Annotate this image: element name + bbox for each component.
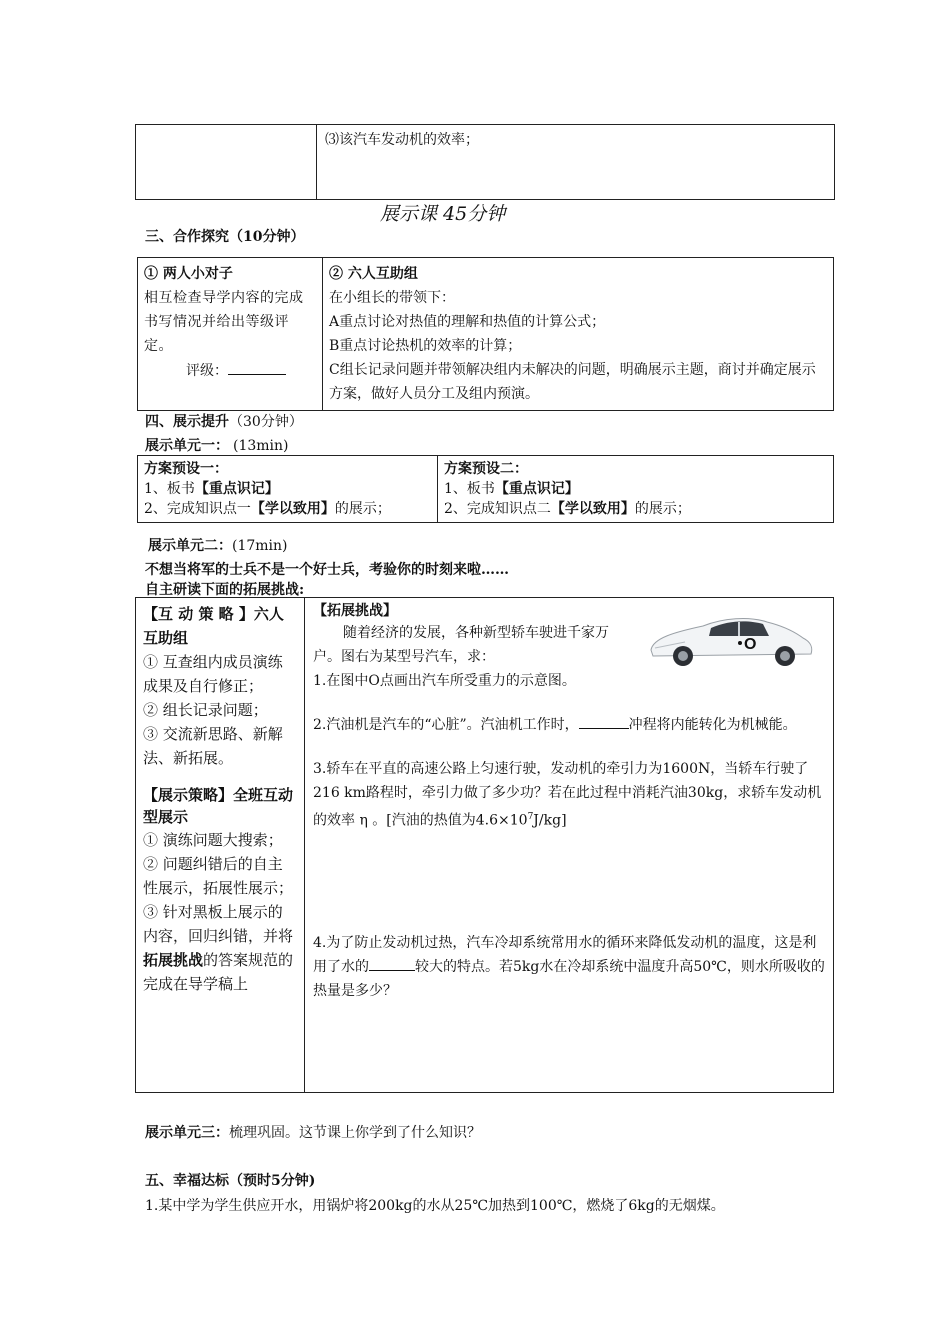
unit3-row [145, 1122, 481, 1142]
section4-heading-bold: 四、展示提升 [145, 414, 229, 430]
rating-blank[interactable] [228, 358, 286, 375]
unit2-time: (17min) [232, 538, 288, 554]
group-line-1: A重点讨论对热值的理解和热值的计算公式； [329, 314, 606, 330]
interact-item-0: ① 互查组内成员演练成果及自行修正； [143, 653, 283, 695]
unit1-time: (13min) [233, 438, 289, 454]
show-title: 【展示策略】全班互动型展示 [143, 786, 294, 826]
unit2-heading [148, 535, 288, 555]
show-item-2: ③ 针对黑板上展示的内容，回归纠错，并将拓展挑战的答案规范的完成在导学稿上 [143, 903, 294, 993]
car-illustration [645, 612, 815, 668]
plan2-line1: 1、板书【重点识记】 [444, 481, 579, 497]
pair-title: ① 两人小对子 [144, 266, 233, 282]
group-line-3: C组长记录问题并带领解决组内未解决的问题，明确展示主题，商讨并确定展示方案，做好人员分工及组内预演。 [329, 362, 816, 402]
interact-item-1: ② 组长记录问题； [143, 701, 268, 719]
point-o-label: O [744, 636, 757, 653]
top-right-cell [317, 125, 835, 200]
group-line-0: 在小组长的带领下： [329, 290, 455, 306]
lesson-title: 展示课 45分钟 [380, 203, 506, 225]
efficiency-question: ⑶该汽车发动机的效率； [325, 132, 479, 148]
plan1-line2: 2、完成知识点一【学以致用】的展示； [144, 501, 391, 517]
group-title: ② 六人互助组 [329, 266, 418, 282]
challenge-cell [305, 598, 834, 1093]
group-cell [323, 258, 834, 411]
plan1-line1: 1、板书【重点识记】 [144, 481, 279, 497]
rating-label: 评级： [186, 363, 228, 379]
rating-row [144, 358, 316, 383]
plan2-line2: 2、完成知识点二【学以致用】的展示； [444, 501, 691, 517]
cooperation-table [137, 257, 834, 411]
section4-heading [145, 411, 303, 431]
pair-cell [138, 258, 323, 411]
section3-heading: 三、合作探究（10分钟） [145, 229, 305, 245]
challenge-intro: 随着经济的发展，各种新型轿车驶进千家万户。图右为某型号汽车，求： [313, 625, 609, 665]
unit2-label: 展示单元二： [148, 538, 232, 554]
plan2-cell [438, 456, 834, 523]
plan1-cell [138, 456, 438, 523]
challenge-table [135, 597, 834, 1093]
challenge-q4: 4.为了防止发动机过热，汽车冷却系统常用水的循环来降低发动机的温度，这是利用了水的 较大的特点。若5kg水在冷却系统中温度升高50℃，则水所吸收的热量是多少？ [313, 934, 825, 999]
unit3-label: 展示单元三： [145, 1125, 229, 1141]
unit1-heading [145, 435, 289, 455]
show-item-0: ① 演练问题大搜索； [143, 831, 283, 849]
challenge-q1: 1.在图中O点画出汽车所受重力的示意图。 [313, 673, 576, 689]
section4-heading-time: （30分钟） [229, 414, 303, 430]
plan2-title: 方案预设二： [444, 461, 528, 477]
read-prompt: 自主研读下面的拓展挑战: [145, 582, 305, 598]
challenge-q3: 3.轿车在平直的高速公路上匀速行驶，发动机的牵引力为1600N，当轿车行驶了 216 km路程时，牵引力做了多少功？若在此过程中消耗汽油30kg，求轿车发动机的效率 η 。[汽油的热值为$4.6\times 10^7J/kg$] [313, 761, 822, 829]
unit3-text: 梳理巩固。这节课上你学到了什么知识？ [229, 1125, 481, 1141]
plan1-title: 方案预设一： [144, 461, 228, 477]
top-left-cell [136, 125, 317, 200]
section5-q1: 1.某中学为学生供应开水，用锅炉将200kg的水从25℃加热到100℃，燃烧了6kg的无烟煤。 [145, 1198, 725, 1214]
challenge-title: 【拓展挑战】 [313, 603, 397, 619]
top-table [135, 124, 835, 200]
section5-heading: 五、幸福达标（预时5分钟) [145, 1173, 316, 1189]
challenge-q2: 2.汽油机是汽车的“心脏”。汽油机工作时， 冲程将内能转化为机械能。 [313, 713, 825, 737]
interact-title: 【互 动 策 略 】六人互助组 [143, 605, 284, 647]
pair-body: 相互检查导学内容的完成书写情况并给出等级评定。 [144, 290, 304, 354]
q4-blank[interactable] [369, 955, 415, 971]
unit1-label: 展示单元一： [145, 438, 229, 454]
group-line-2: B重点讨论热机的效率的计算； [329, 338, 522, 354]
plan-table [137, 455, 834, 523]
show-item-1: ② 问题纠错后的自主性展示，拓展性展示； [143, 855, 294, 897]
strategy-cell [136, 598, 305, 1093]
interact-item-2: ③ 交流新思路、新解法、新拓展。 [143, 725, 283, 767]
slogan: 不想当将军的士兵不是一个好士兵，考验你的时刻来啦…… [145, 562, 509, 578]
q2-blank[interactable] [579, 713, 629, 729]
point-o-marker [738, 641, 742, 645]
